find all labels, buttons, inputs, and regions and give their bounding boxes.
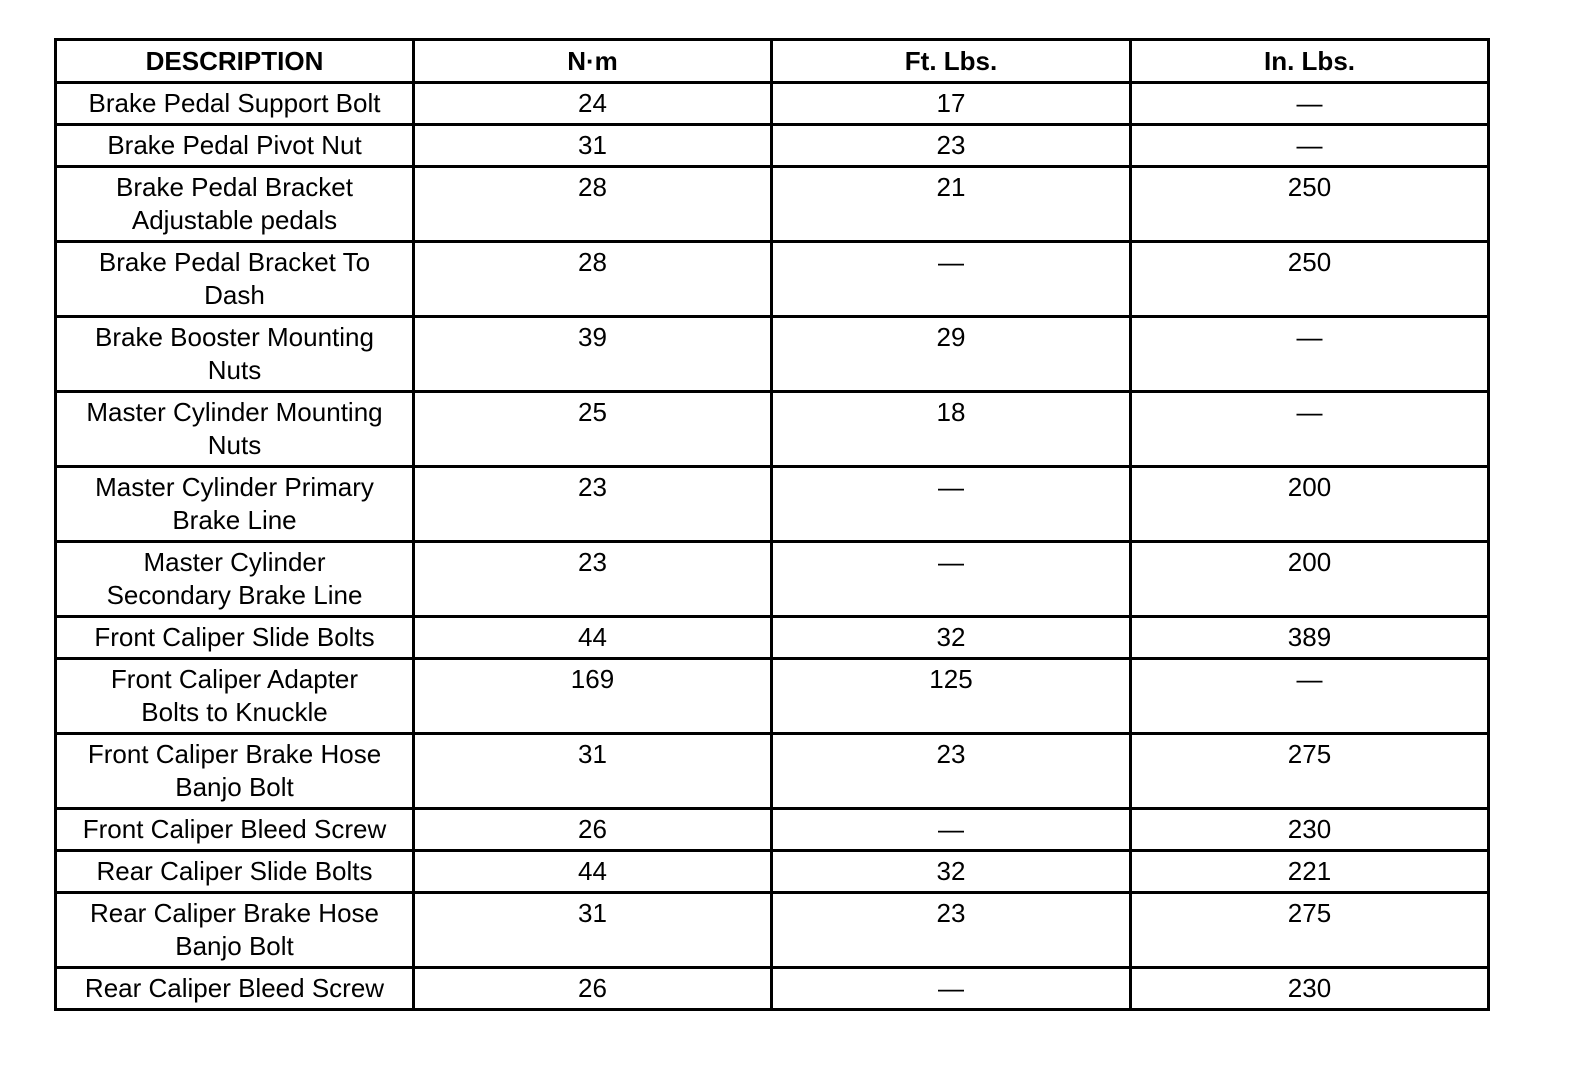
- table-row: [56, 392, 1489, 467]
- table-row: [56, 968, 1489, 1010]
- nm-cell: 44: [414, 851, 772, 893]
- in-lbs-cell: 275: [1131, 893, 1489, 968]
- ft-lbs-cell: —: [772, 542, 1131, 617]
- ft-lbs-cell: —: [772, 467, 1131, 542]
- in-lbs-cell: 230: [1131, 809, 1489, 851]
- table-row: [56, 893, 1489, 968]
- description-cell: Rear Caliper Bleed Screw: [56, 968, 414, 1010]
- description-cell: Brake Pedal Bracket To Dash: [56, 242, 414, 317]
- column-header-in-lbs: In. Lbs.: [1131, 40, 1489, 83]
- ft-lbs-cell: 23: [772, 125, 1131, 167]
- in-lbs-cell: 250: [1131, 167, 1489, 242]
- nm-cell: 169: [414, 659, 772, 734]
- table-header-row: [56, 40, 1489, 83]
- table-row: [56, 659, 1489, 734]
- in-lbs-cell: —: [1131, 392, 1489, 467]
- in-lbs-cell: 200: [1131, 542, 1489, 617]
- description-cell: Front Caliper Adapter Bolts to Knuckle: [56, 659, 414, 734]
- nm-cell: 31: [414, 125, 772, 167]
- table-row: [56, 125, 1489, 167]
- table-row: [56, 809, 1489, 851]
- description-cell: Front Caliper Bleed Screw: [56, 809, 414, 851]
- ft-lbs-cell: 32: [772, 851, 1131, 893]
- ft-lbs-cell: —: [772, 809, 1131, 851]
- description-cell: Brake Pedal Pivot Nut: [56, 125, 414, 167]
- ft-lbs-cell: 125: [772, 659, 1131, 734]
- ft-lbs-cell: —: [772, 968, 1131, 1010]
- description-cell: Rear Caliper Slide Bolts: [56, 851, 414, 893]
- ft-lbs-cell: 18: [772, 392, 1131, 467]
- description-cell: Master Cylinder Secondary Brake Line: [56, 542, 414, 617]
- nm-cell: 23: [414, 467, 772, 542]
- nm-cell: 39: [414, 317, 772, 392]
- ft-lbs-cell: —: [772, 242, 1131, 317]
- column-header-nm: N·m: [414, 40, 772, 83]
- nm-cell: 28: [414, 167, 772, 242]
- in-lbs-cell: 250: [1131, 242, 1489, 317]
- in-lbs-cell: —: [1131, 83, 1489, 125]
- ft-lbs-cell: 32: [772, 617, 1131, 659]
- table-row: [56, 317, 1489, 392]
- table-row: [56, 851, 1489, 893]
- nm-cell: 23: [414, 542, 772, 617]
- nm-cell: 28: [414, 242, 772, 317]
- in-lbs-cell: 200: [1131, 467, 1489, 542]
- description-cell: Brake Pedal Support Bolt: [56, 83, 414, 125]
- in-lbs-cell: 221: [1131, 851, 1489, 893]
- nm-cell: 44: [414, 617, 772, 659]
- table-row: [56, 167, 1489, 242]
- ft-lbs-cell: 17: [772, 83, 1131, 125]
- table-row: [56, 83, 1489, 125]
- column-header-ft-lbs: Ft. Lbs.: [772, 40, 1131, 83]
- description-cell: Front Caliper Slide Bolts: [56, 617, 414, 659]
- in-lbs-cell: 275: [1131, 734, 1489, 809]
- description-cell: Rear Caliper Brake Hose Banjo Bolt: [56, 893, 414, 968]
- ft-lbs-cell: 23: [772, 734, 1131, 809]
- table-row: [56, 734, 1489, 809]
- column-header-description: DESCRIPTION: [56, 40, 414, 83]
- in-lbs-cell: —: [1131, 125, 1489, 167]
- in-lbs-cell: —: [1131, 317, 1489, 392]
- nm-cell: 31: [414, 893, 772, 968]
- nm-cell: 26: [414, 968, 772, 1010]
- table-row: [56, 617, 1489, 659]
- torque-spec-table: [54, 38, 1490, 1011]
- ft-lbs-cell: 23: [772, 893, 1131, 968]
- in-lbs-cell: 230: [1131, 968, 1489, 1010]
- table-row: [56, 467, 1489, 542]
- in-lbs-cell: —: [1131, 659, 1489, 734]
- description-cell: Master Cylinder Primary Brake Line: [56, 467, 414, 542]
- description-cell: Brake Booster Mounting Nuts: [56, 317, 414, 392]
- nm-cell: 26: [414, 809, 772, 851]
- nm-cell: 24: [414, 83, 772, 125]
- in-lbs-cell: 389: [1131, 617, 1489, 659]
- nm-cell: 31: [414, 734, 772, 809]
- description-cell: Master Cylinder Mounting Nuts: [56, 392, 414, 467]
- description-cell: Brake Pedal Bracket Adjustable pedals: [56, 167, 414, 242]
- table-row: [56, 242, 1489, 317]
- table-row: [56, 542, 1489, 617]
- ft-lbs-cell: 21: [772, 167, 1131, 242]
- nm-cell: 25: [414, 392, 772, 467]
- ft-lbs-cell: 29: [772, 317, 1131, 392]
- description-cell: Front Caliper Brake Hose Banjo Bolt: [56, 734, 414, 809]
